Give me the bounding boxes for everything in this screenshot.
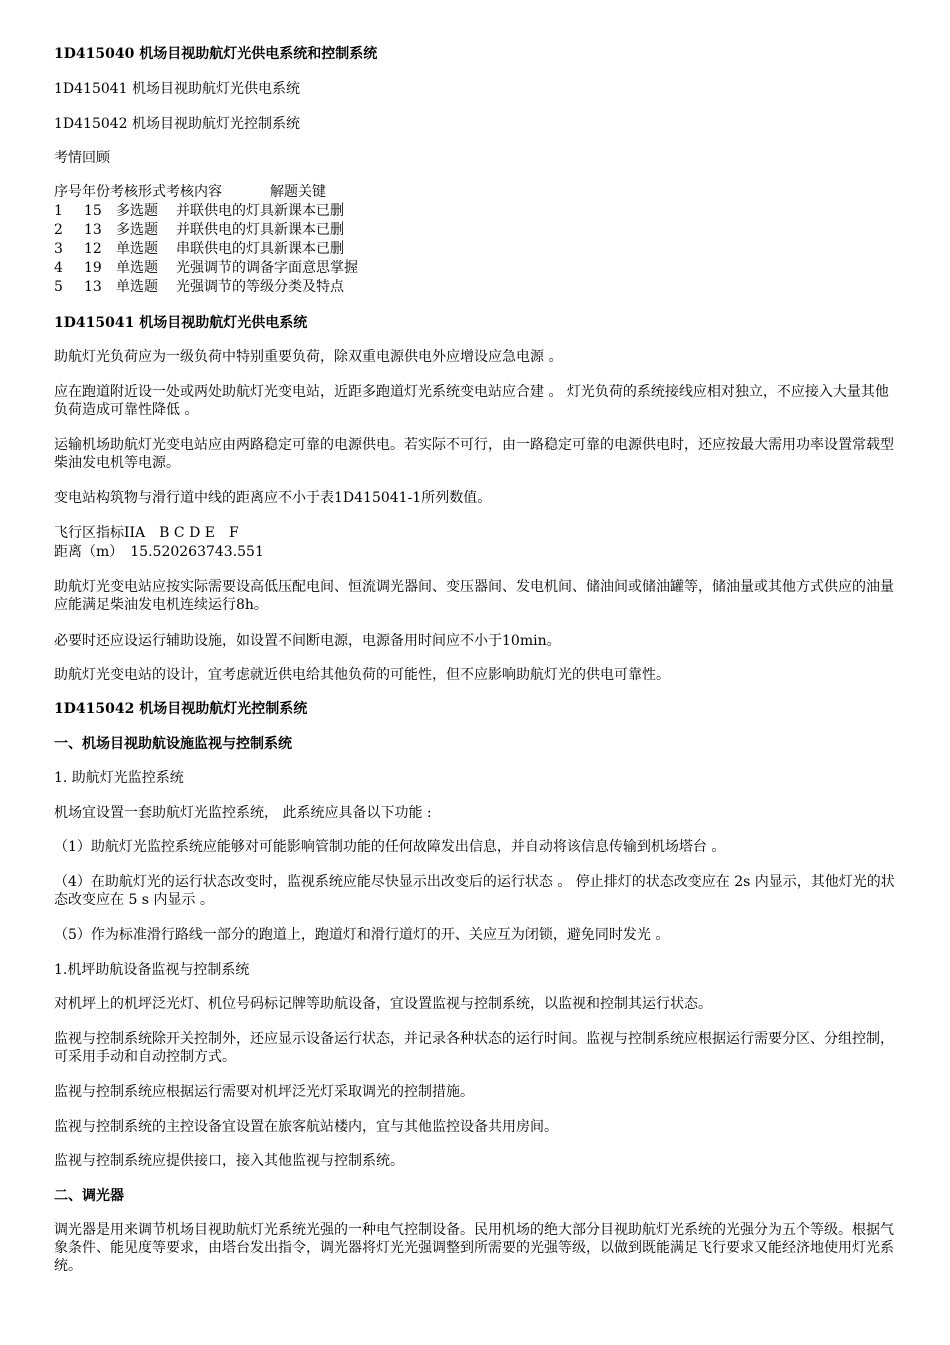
exam-table-header-key: 解题关键	[270, 184, 326, 200]
paragraph: 助航灯光变电站的设计，宜考虑就近供电给其他负荷的可能性，但不应影响助航灯光的供电可靠性。	[54, 667, 670, 683]
paragraph: 应在跑道附近设一处或两处助航灯光变电站，近距多跑道灯光系统变电站应合建 。 灯光负荷的系统接线应相对独立，不应接入大量其他负荷造成可靠性降低 。	[54, 384, 889, 418]
table-row	[54, 259, 454, 277]
paragraph: 助航灯光变电站应按实际需要设高低压配电间、恒流调光器间、变压器间、发电机间、储油间或储油罐等，储油量或其他方式供应的油量应能满足柴油发电机连续运行8h。	[54, 579, 894, 613]
paragraph: 必要时还应设运行辅助设施，如设置不间断电源，电源备用时间应不小于10min。	[54, 633, 561, 649]
exam-table-header	[54, 183, 326, 201]
row-no: 1	[54, 203, 63, 219]
row-type: 单选题	[116, 279, 158, 295]
subsection-lighting-monitor: 1. 助航灯光监控系统	[54, 770, 184, 786]
paragraph: 监视与控制系统的主控设备宜设置在旅客航站楼内，宜与其他监控设备共用房间。	[54, 1119, 558, 1135]
paragraph: 机场宜设置一套助航灯光监控系统， 此系统应具备以下功能 :	[54, 805, 432, 821]
row-year: 15	[84, 203, 102, 219]
paragraph: 监视与控制系统除开关控制外，还应显示设备运行状态，并记录各种状态的运行时间。监视与控制系统应根据运行需要分区、分组控制，可采用手动和自动控制方式。	[54, 1031, 894, 1065]
row-content: 光强调节的等级分类及特点	[176, 279, 344, 295]
row-type: 多选题	[116, 203, 158, 219]
row-year: 12	[84, 241, 102, 257]
row-no: 5	[54, 279, 63, 295]
row-no: 2	[54, 222, 63, 238]
paragraph: 监视与控制系统应根据运行需要对机坪泛光灯采取调光的控制措施。	[54, 1084, 474, 1100]
subsection-apron-monitor: 1.机坪助航设备监视与控制系统	[54, 962, 250, 978]
row-content: 并联供电的灯具新课本已删	[176, 203, 344, 219]
paragraph: 监视与控制系统应提供接口，接入其他监视与控制系统。	[54, 1153, 404, 1169]
paragraph: （5）作为标准滑行路线一部分的跑道上，跑道灯和滑行道灯的开、关应互为闭锁，避免同时发光 。	[54, 927, 670, 943]
row-type: 单选题	[116, 260, 158, 276]
table-row	[54, 202, 454, 220]
subheading-power: 1D415041 机场目视助航灯光供电系统	[54, 81, 301, 97]
paragraph: （4）在助航灯光的运行状态改变时，监视系统应能尽快显示出改变后的运行状态 。 停止排灯的状态改变应在 2s 内显示，其他灯光的状态改变应在 5 s 内显示 。	[54, 874, 895, 908]
table-row	[54, 221, 454, 239]
row-content: 光强调节的调备字面意思掌握	[176, 260, 358, 276]
table-row	[54, 240, 454, 258]
paragraph: （1）助航灯光监控系统应能够对可能影响管制功能的任何故障发出信息，并自动将该信息传输到机场塔台 。	[54, 839, 726, 855]
row-year: 19	[84, 260, 102, 276]
table-row	[54, 278, 454, 296]
section-heading-dimmer: 二、调光器	[54, 1188, 124, 1204]
row-type: 多选题	[116, 222, 158, 238]
row-year: 13	[84, 222, 102, 238]
paragraph: 运输机场助航灯光变电站应由两路稳定可靠的电源供电。若实际不可行，由一路稳定可靠的电源供电时，还应按最大需用功率设置常载型柴油发电机等电源。	[54, 437, 894, 471]
paragraph: 对机坪上的机坪泛光灯、机位号码标记牌等助航设备，宜设置监视与控制系统，以监视和控制其运行状态。	[54, 996, 712, 1012]
section-title-control: 1D415042 机场目视助航灯光控制系统	[54, 701, 308, 717]
paragraph: 助航灯光负荷应为一级负荷中特别重要负荷，除双重电源供电外应增设应急电源 。	[54, 349, 563, 365]
row-content: 串联供电的灯具新课本已删	[176, 241, 344, 257]
heading-main: 1D415040 机场目视助航灯光供电系统和控制系统	[54, 46, 378, 62]
distance-table-row2: 距离（m） 15.520263743.551	[54, 544, 264, 560]
subheading-control: 1D415042 机场目视助航灯光控制系统	[54, 116, 301, 132]
row-year: 13	[84, 279, 102, 295]
paragraph: 调光器是用来调节机场目视助航灯光系统光强的一种电气控制设备。民用机场的绝大部分目视助航灯光系统的光强分为五个等级。根据气象条件、能见度等要求，由塔台发出指令，调光器将灯光光强调整到所需要的光强等级，以做到既能满足飞行要求又能经济地使用灯光系统。	[54, 1222, 894, 1274]
paragraph: 变电站构筑物与滑行道中线的距离应不小于表1D415041-1所列数值。	[54, 490, 492, 506]
row-no: 4	[54, 260, 63, 276]
row-type: 单选题	[116, 241, 158, 257]
section-heading-monitoring: 一、机场目视助航设施监视与控制系统	[54, 736, 292, 752]
exam-review-label: 考情回顾	[54, 150, 110, 166]
section-title-power: 1D415041 机场目视助航灯光供电系统	[54, 315, 308, 331]
row-no: 3	[54, 241, 63, 257]
exam-table-header-cols: 序号年份考核形式考核内容	[54, 184, 222, 200]
row-content: 并联供电的灯具新课本已删	[176, 222, 344, 238]
distance-table-row1: 飞行区指标IIA B C D E F	[54, 525, 239, 541]
